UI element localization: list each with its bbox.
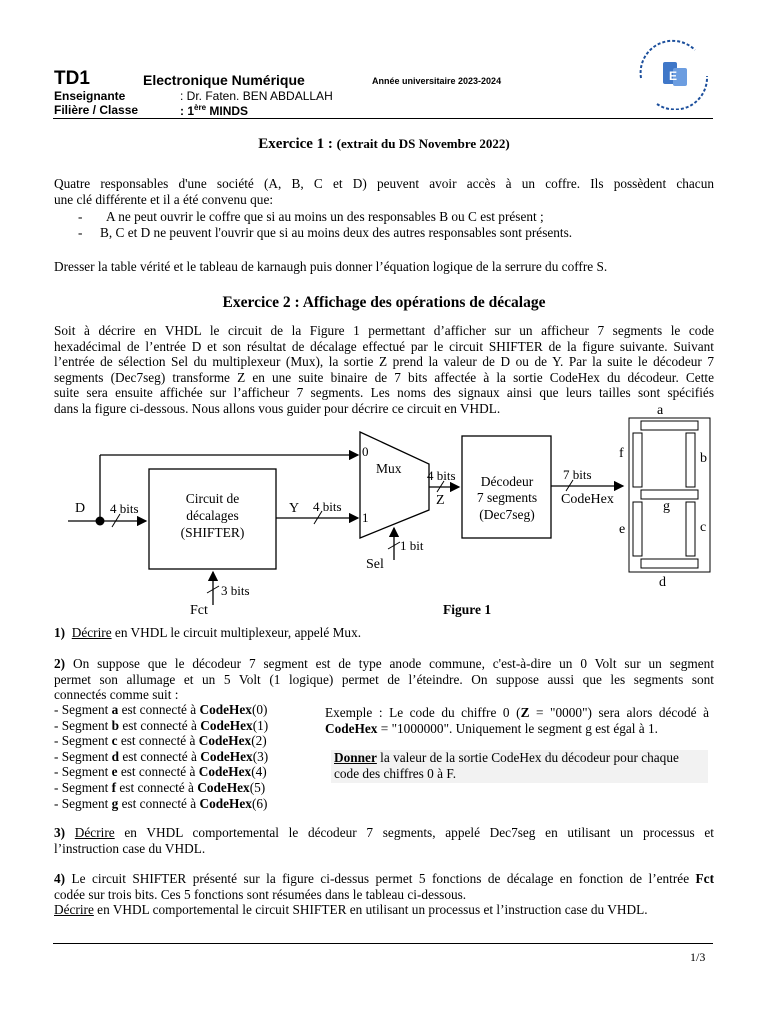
- q3-number: 3): [54, 825, 66, 840]
- q4-text-2: en VHDL comportemental le circuit SHIFTER en utilisant un processus et l’instruction case du VHDL.: [93, 902, 648, 918]
- q1-text: en VHDL le circuit multiplexeur, appelé Mux.: [111, 625, 362, 640]
- q4-fct: Fct: [695, 871, 714, 886]
- input-d-label: D: [75, 501, 86, 516]
- q3-line-1: [54, 825, 714, 841]
- segment-b: [686, 433, 695, 487]
- decoder-label-1: Décodeur: [480, 474, 534, 489]
- q4-verb: Décrire: [54, 902, 94, 918]
- shifter-label-2: décalages: [186, 508, 239, 523]
- signal-y-label: Y: [289, 501, 300, 516]
- class-label: Filière / Classe: [54, 103, 139, 117]
- ex2-title: Exercice 2 : Affichage des opérations de décalage: [222, 294, 546, 311]
- ex1-intro: Quatre responsables d'une société (A, B, C et D) peuvent avoir accès à un coffre. Ils possèdent chacun: [54, 176, 714, 191]
- ex2-line: Soit à décrire en VHDL le circuit de la Figure 1 permettant d’afficher sur un afficheur 7 segments le code: [54, 323, 714, 338]
- mux-input-1: 1: [362, 510, 369, 525]
- bullet-mark: -: [78, 225, 83, 240]
- bullet-text: B, C et D ne peuvent l'ouvrir que si au moins deux des autres responsables sont présents.: [100, 225, 573, 240]
- ex2-line: l’entrée de sélection Sel du multiplexeur (Mux), la sortie Z prend la valeur de D ou de Y. Par la suite le décodeur 7: [54, 354, 714, 370]
- logo-letter: E: [669, 69, 678, 83]
- decoder-label-2: 7 segments: [476, 490, 538, 505]
- give-line-1: [331, 750, 708, 766]
- segment-e-label: e: [619, 522, 626, 537]
- question-1: [54, 625, 361, 641]
- class-value: [180, 103, 248, 118]
- segment-e: [633, 502, 642, 556]
- ex2-line: segments (Dec7seg) transforme Z en une suite binaire de 7 bits affectée à la sortie CodeHex du décodeur. Cette: [54, 369, 714, 385]
- ex2-line: suite sera ensuite affichée sur l’afficheur 7 segments. Les noms des signaux ainsi que leurs tailles sont spécifiés: [54, 385, 714, 401]
- ex1-title: [0, 136, 768, 153]
- segment-b-label: b: [700, 451, 707, 466]
- segment-g-label: g: [663, 499, 670, 514]
- q4-line-3: [54, 902, 714, 918]
- footer-rule: [53, 943, 713, 944]
- figure-1-diagram: [0, 395, 768, 620]
- ex1-bullet-1: [78, 209, 544, 225]
- segment-g: [641, 490, 698, 499]
- give-text: la valeur de la sortie CodeHex du décodeur pour chaque: [376, 750, 679, 765]
- segment-d-label: d: [659, 575, 666, 590]
- y-width-label: 4 bits: [313, 499, 342, 514]
- q4-line-2: codée sur trois bits. Ces 5 fonctions sont résumées dans le tableau ci-dessous.: [54, 886, 467, 902]
- shifter-label-3: (SHIFTER): [180, 525, 245, 540]
- q1-verb: Décrire: [71, 625, 112, 640]
- question-3: [54, 825, 714, 856]
- q2-line-1: [54, 656, 714, 672]
- sel-width-label: 1 bit: [400, 538, 424, 553]
- z-width-label: 4 bits: [427, 468, 456, 483]
- segment-connection-list: [54, 702, 268, 811]
- segment-connection: - Segment c est connecté à CodeHex(2): [54, 733, 267, 749]
- give-codehex-box: [331, 750, 708, 783]
- segment-connection: - Segment g est connecté à CodeHex(6): [54, 795, 268, 811]
- class-sup: ère: [194, 103, 207, 112]
- segment-connection: - Segment d est connecté à CodeHex(3): [54, 748, 269, 764]
- segment-f-label: f: [619, 446, 624, 461]
- class-name: MINDS: [206, 104, 249, 118]
- codehex-label: CodeHex: [561, 492, 614, 507]
- td-number: TD1: [54, 68, 90, 89]
- segment-c-label: c: [700, 520, 707, 535]
- q3-text: en VHDL comportemental le décodeur 7 segments, appelé Dec7seg en utilisant un processus et: [114, 825, 714, 840]
- segment-a-label: a: [657, 403, 664, 418]
- d-width-label: 4 bits: [110, 501, 139, 516]
- give-verb: Donner: [334, 750, 377, 765]
- q2-number: 2): [54, 656, 66, 671]
- figure-caption: Figure 1: [443, 602, 492, 617]
- header-rule: [53, 118, 713, 119]
- fct-width-label: 3 bits: [221, 583, 250, 598]
- decoder-label-3: (Dec7seg): [479, 507, 535, 522]
- teacher-label: Enseignante: [54, 89, 126, 103]
- q4-text: Le circuit SHIFTER présenté sur la figure ci-dessus permet 5 fonctions de décalage en fonction de l’entrée: [65, 871, 696, 886]
- segment-a: [641, 421, 698, 430]
- q3-line-2: l’instruction case du VHDL.: [54, 840, 206, 856]
- ex1-intro-2: une clé différente et il a été convenu que:: [54, 192, 274, 207]
- codehex-width-label: 7 bits: [563, 467, 592, 482]
- page-number: 1/3: [690, 950, 706, 964]
- academic-year: Année universitaire 2023-2024: [372, 76, 502, 86]
- shifter-label-1: Circuit de: [185, 491, 240, 506]
- ex2-line: hexadécimal de l’entrée D et son résultat de décalage effectué par le circuit SHIFTER de la figure suivante. Suivant: [54, 338, 714, 354]
- bullet-mark: -: [78, 209, 83, 224]
- q1-number: 1): [54, 625, 66, 640]
- course-title: Electronique Numérique: [143, 72, 305, 88]
- ex1-title-main: Exercice 1 :: [258, 136, 337, 152]
- q4-line-1: [54, 871, 714, 887]
- signal-z-label: Z: [436, 493, 445, 508]
- q2-text: On suppose que le décodeur 7 segment est de type anode commune, c'est-à-dire un 0 Volt sur un segment: [72, 656, 715, 671]
- segment-d: [641, 559, 698, 568]
- q2-line-3: connectés comme suit :: [54, 687, 179, 703]
- bullet-text: A ne peut ouvrir le coffre que si au moins un des responsables B ou C est présent ;: [106, 209, 544, 224]
- ex1-task: Dresser la table vérité et le tableau de karnaugh puis donner l’équation logique de la serrure du coffre S.: [54, 259, 608, 274]
- segment-connection: - Segment a est connecté à CodeHex(0): [54, 702, 268, 717]
- give-line-2: code des chiffres 0 à F.: [334, 765, 457, 781]
- question-4: [54, 871, 714, 918]
- segment-f: [633, 433, 642, 487]
- mux-input-0: 0: [362, 444, 369, 459]
- segment-connection: - Segment f est connecté à CodeHex(5): [54, 779, 266, 795]
- example-line-2: CodeHex = "1000000". Uniquement le segment g est égal à 1.: [325, 720, 658, 736]
- ex1-title-source: (extrait du DS Novembre 2022): [336, 136, 510, 151]
- ex2-line: dans la figure ci-dessous. Nous allons vous guider pour décrire ce circuit en VHDL.: [54, 400, 501, 416]
- segment-connection: - Segment b est connecté à CodeHex(1): [54, 717, 269, 733]
- question-2: [54, 656, 714, 703]
- class-prefix: : 1: [180, 104, 195, 118]
- q2-line-2: permet son allumage et un 5 Volt (1 logique) permet de l’éteindre. On suppose aussi que les segments sont: [54, 671, 714, 687]
- example-box: [325, 705, 709, 736]
- q3-verb: Décrire: [74, 825, 115, 840]
- teacher-name: : Dr. Faten. BEN ABDALLAH: [180, 89, 333, 103]
- segment-connection: - Segment e est connecté à CodeHex(4): [54, 764, 267, 780]
- mux-label: Mux: [376, 461, 402, 476]
- q4-number: 4): [54, 871, 66, 886]
- institution-logo: [633, 38, 713, 110]
- fct-label: Fct: [190, 603, 208, 618]
- sel-label: Sel: [366, 557, 384, 572]
- example-line-1: Exemple : Le code du chiffre 0 (Z = "0000") sera alors décodé à: [325, 705, 709, 720]
- segment-c: [686, 502, 695, 556]
- ex1-bullet-2: [78, 225, 573, 241]
